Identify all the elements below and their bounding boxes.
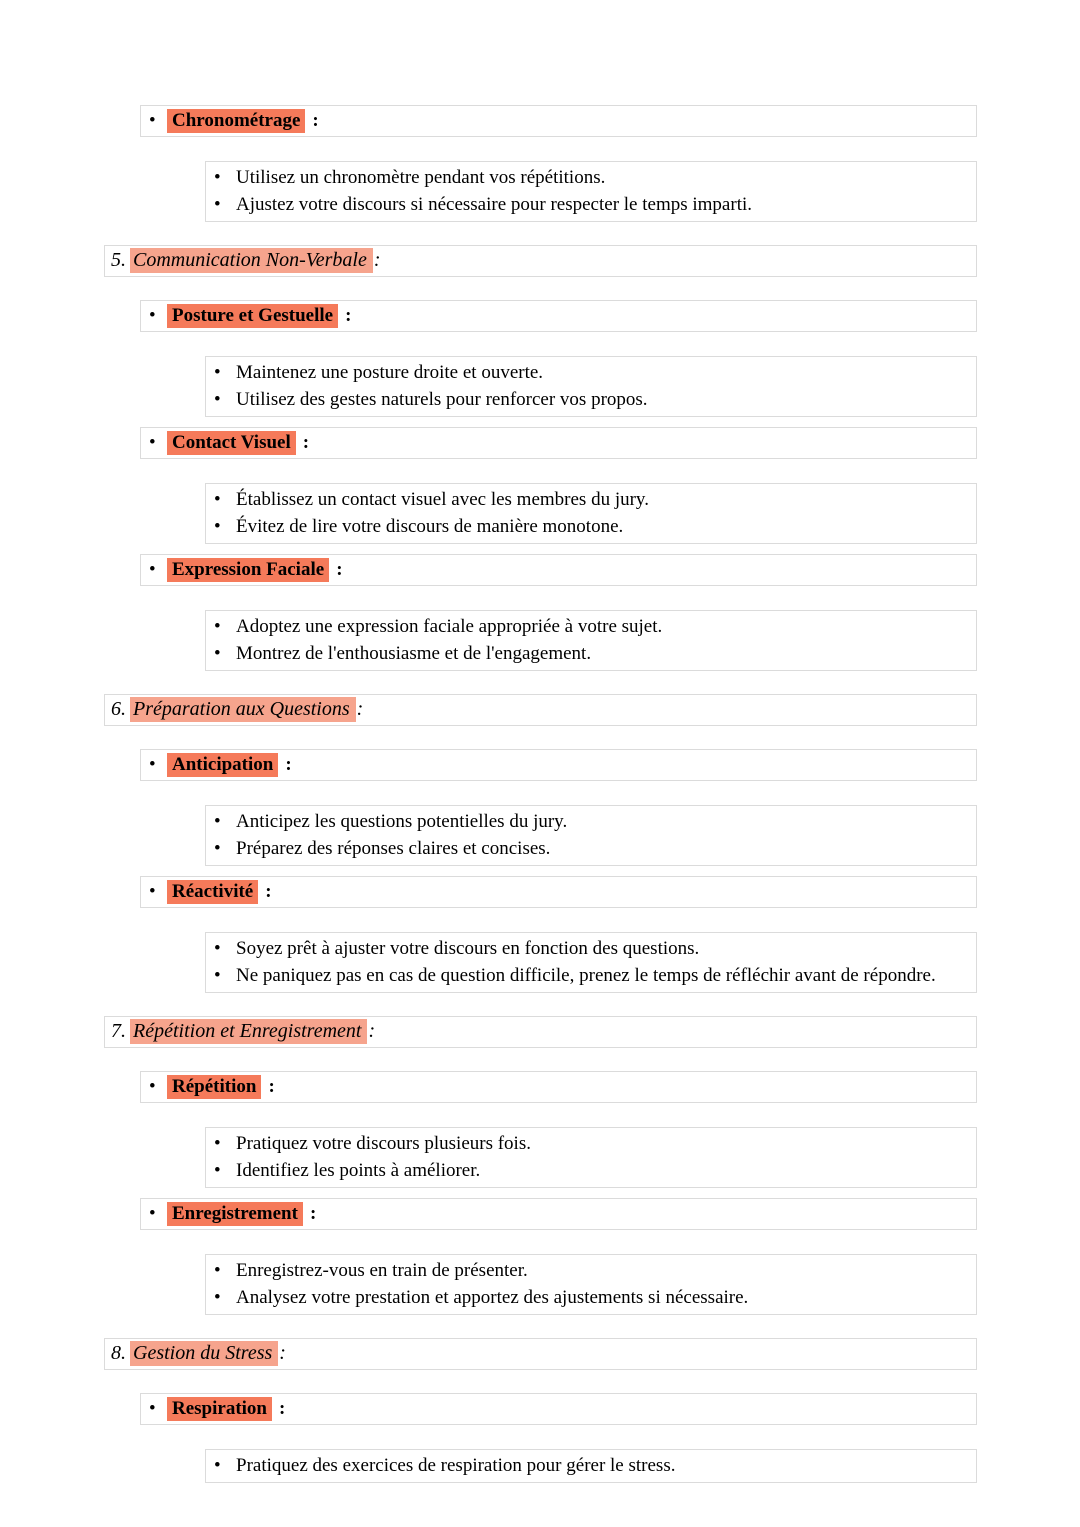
bullet-icon: • <box>149 432 156 453</box>
subheading <box>140 1393 977 1425</box>
bullet-icon: • <box>149 110 156 131</box>
bullet-icon: • <box>149 1076 156 1097</box>
subheading-title-highlight: Anticipation <box>167 753 278 777</box>
subheading-colon: : <box>309 1203 317 1224</box>
bullet-icon: • <box>214 167 221 188</box>
subheading <box>140 554 977 586</box>
subheading-colon: : <box>345 305 352 326</box>
bullet-item <box>214 386 966 413</box>
bullet-icon: • <box>214 194 221 215</box>
section-heading <box>104 1016 977 1048</box>
bullet-list <box>205 805 977 866</box>
section-title-highlight: Communication Non-Verbale <box>130 248 373 273</box>
bullet-item <box>214 1130 966 1157</box>
bullet-item <box>214 1257 966 1284</box>
bullet-icon: • <box>214 362 221 383</box>
bullet-list <box>205 1449 977 1483</box>
bullet-icon: • <box>214 838 221 859</box>
bullet-item <box>214 1284 966 1311</box>
bullet-item <box>214 935 966 962</box>
section-number: 7. <box>111 1020 126 1042</box>
subheading-title-highlight: Respiration <box>167 1397 272 1421</box>
bullet-list <box>205 161 977 222</box>
subheading-title-highlight: Répétition <box>167 1075 261 1099</box>
bullet-icon: • <box>149 305 156 326</box>
bullet-icon: • <box>214 965 221 986</box>
section-heading <box>104 245 977 277</box>
subheading-colon: : <box>302 432 310 453</box>
bullet-icon: • <box>149 754 156 775</box>
subheading <box>140 427 977 459</box>
subheading-colon: : <box>285 754 292 775</box>
bullet-list <box>205 356 977 417</box>
subheading-title-highlight: Expression Faciale <box>167 558 329 582</box>
bullet-list <box>205 1254 977 1315</box>
subheading-title-highlight: Chronométrage <box>167 109 305 133</box>
subheading-title-highlight: Enregistrement <box>167 1202 303 1226</box>
bullet-icon: • <box>214 489 221 510</box>
bullet-item-text: Préparez des réponses claires et concises. <box>236 838 551 859</box>
subheading <box>140 1198 977 1230</box>
section-heading <box>104 1338 977 1370</box>
bullet-item-text: Identifiez les points à améliorer. <box>236 1160 481 1181</box>
bullet-item-text: Utilisez des gestes naturels pour renforcer vos propos. <box>236 389 648 410</box>
bullet-icon: • <box>149 559 156 580</box>
subheading <box>140 300 977 332</box>
bullet-icon: • <box>149 881 156 902</box>
subheading <box>140 1071 977 1103</box>
section-colon: : <box>356 698 364 720</box>
bullet-item-text: Analysez votre prestation et apportez des ajustements si nécessaire. <box>236 1287 749 1308</box>
bullet-item-text: Anticipez les questions potentielles du jury. <box>236 811 568 832</box>
subheading-colon: : <box>265 881 272 902</box>
bullet-icon: • <box>214 1260 221 1281</box>
bullet-item <box>214 962 966 989</box>
subheading-title-highlight: Réactivité <box>167 880 258 904</box>
bullet-icon: • <box>214 1160 221 1181</box>
section-title-highlight: Répétition et Enregistrement <box>130 1019 367 1044</box>
bullet-item <box>214 640 966 667</box>
subheading <box>140 749 977 781</box>
bullet-icon: • <box>149 1398 156 1419</box>
bullet-item-text: Établissez un contact visuel avec les membres du jury. <box>236 489 649 510</box>
bullet-icon: • <box>214 938 221 959</box>
bullet-item-text: Pratiquez des exercices de respiration pour gérer le stress. <box>236 1455 676 1476</box>
bullet-icon: • <box>214 389 221 410</box>
bullet-list <box>205 483 977 544</box>
subheading-title-highlight: Posture et Gestuelle <box>167 304 338 328</box>
subheading-title-highlight: Contact Visuel <box>167 431 296 455</box>
subheading-colon: : <box>268 1076 275 1097</box>
bullet-item-text: Adoptez une expression faciale appropriée à votre sujet. <box>236 616 663 637</box>
subheading <box>140 105 977 137</box>
bullet-list <box>205 610 977 671</box>
section-heading <box>104 694 977 726</box>
section-colon: : <box>368 1020 376 1042</box>
bullet-item <box>214 164 966 191</box>
bullet-item <box>214 808 966 835</box>
subheading-colon: : <box>336 559 343 580</box>
bullet-item <box>214 191 966 218</box>
subheading-colon: : <box>279 1398 286 1419</box>
bullet-list <box>205 932 977 993</box>
bullet-icon: • <box>214 811 221 832</box>
bullet-icon: • <box>214 643 221 664</box>
section-colon: : <box>373 249 381 271</box>
section-colon: : <box>279 1342 286 1364</box>
bullet-icon: • <box>149 1203 156 1224</box>
bullet-list <box>205 1127 977 1188</box>
bullet-icon: • <box>214 1455 221 1476</box>
section-title-highlight: Préparation aux Questions <box>130 697 356 722</box>
subheading-colon: : <box>312 110 319 131</box>
bullet-item-text: Enregistrez-vous en train de présenter. <box>236 1260 528 1281</box>
bullet-item-text: Montrez de l'enthousiasme et de l'engagement. <box>236 643 592 664</box>
section-number: 6. <box>111 698 126 720</box>
bullet-item-text: Pratiquez votre discours plusieurs fois. <box>236 1133 531 1154</box>
section-number: 8. <box>111 1342 126 1364</box>
bullet-item-text: Soyez prêt à ajuster votre discours en fonction des questions. <box>236 938 700 959</box>
bullet-item <box>214 359 966 386</box>
bullet-item-text: Ne paniquez pas en cas de question difficile, prenez le temps de réfléchir avant de répondre. <box>236 965 936 986</box>
section-title-highlight: Gestion du Stress <box>130 1341 278 1366</box>
bullet-icon: • <box>214 616 221 637</box>
bullet-item <box>214 513 966 540</box>
bullet-item <box>214 835 966 862</box>
bullet-item <box>214 1452 966 1479</box>
bullet-item-text: Ajustez votre discours si nécessaire pour respecter le temps imparti. <box>236 194 752 215</box>
subheading <box>140 876 977 908</box>
bullet-item <box>214 613 966 640</box>
bullet-icon: • <box>214 1287 221 1308</box>
bullet-icon: • <box>214 516 221 537</box>
section-number: 5. <box>111 249 126 271</box>
bullet-item-text: Maintenez une posture droite et ouverte. <box>236 362 544 383</box>
bullet-icon: • <box>214 1133 221 1154</box>
bullet-item-text: Évitez de lire votre discours de manière monotone. <box>236 516 624 537</box>
bullet-item-text: Utilisez un chronomètre pendant vos répétitions. <box>236 167 606 188</box>
bullet-item <box>214 1157 966 1184</box>
bullet-item <box>214 486 966 513</box>
